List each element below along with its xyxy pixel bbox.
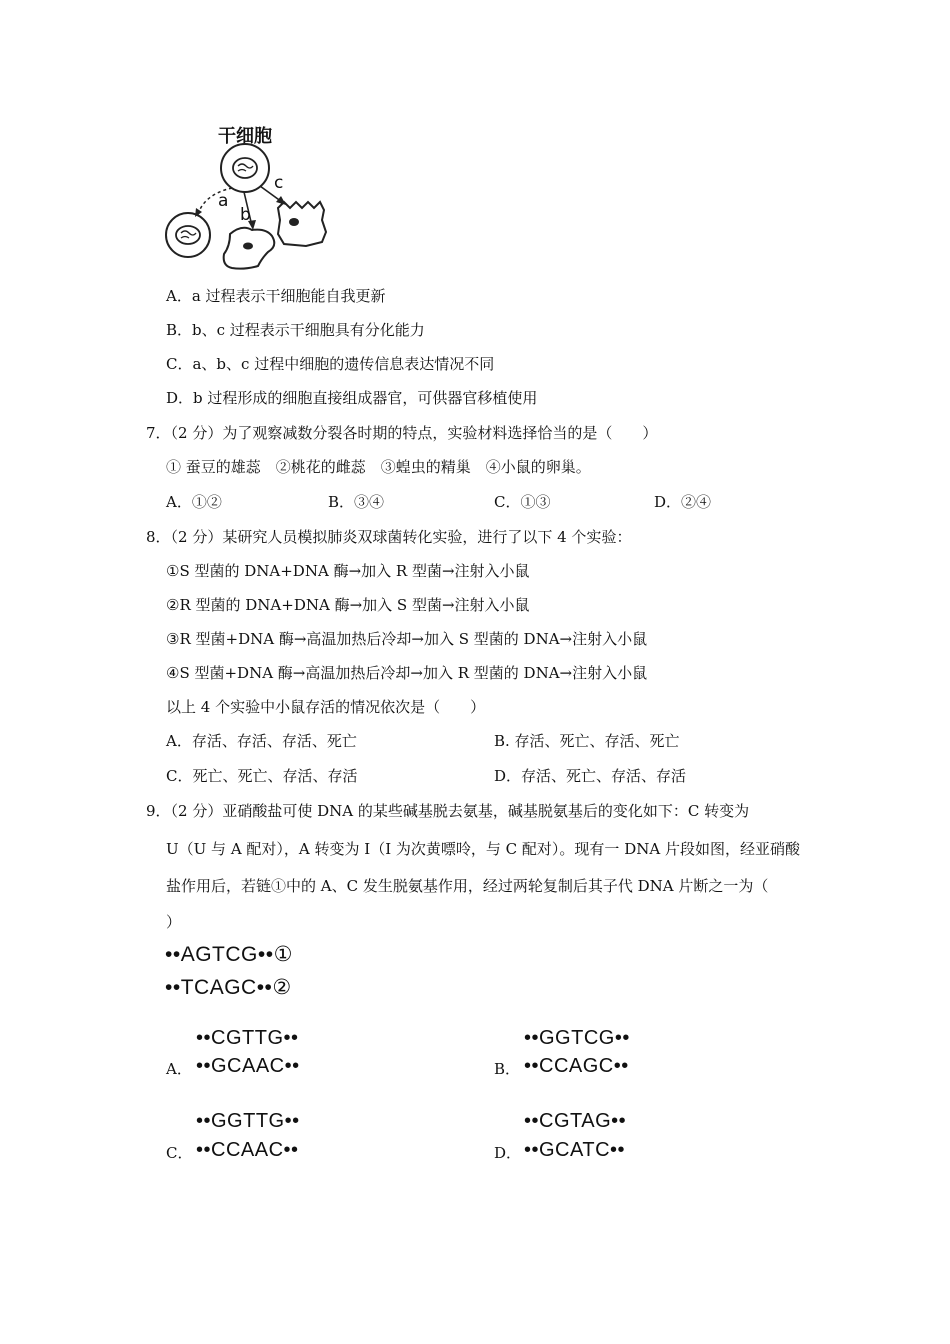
q9-option-b-bottom: ••CCAGC•• (524, 1055, 629, 1077)
q8-experiment-1: ①S 型菌的 DNA+DNA 酶→加入 R 型菌→注射入小鼠 (166, 562, 530, 580)
q8-option-d: D．存活、死亡、存活、存活 (494, 767, 687, 785)
q7-option-c: C．①③ (494, 493, 551, 511)
q9-option-c-letter: C． (166, 1144, 193, 1162)
q7-option-b: B．③④ (328, 493, 385, 511)
q7-materials: ① 蚕豆的雄蕊 ②桃花的雌蕊 ③蝗虫的精巢 ④小鼠的卵巢。 (166, 458, 591, 476)
q7-option-a: A．①② (166, 493, 222, 511)
label-c: c (274, 173, 284, 193)
q6-option-c: C．a、b、c 过程中细胞的遗传信息表达情况不同 (166, 355, 495, 373)
q9-option-d-bottom: ••GCATC•• (524, 1139, 626, 1161)
q9-option-b-top: ••GGTCG•• (524, 1027, 630, 1049)
q9-stem-line-3: 盐作用后，若链①中的 A、C 发生脱氨基作用，经过两轮复制后其子代 DNA 片断之一为（ (166, 877, 769, 895)
q7-stem: 7．（2 分）为了观察减数分裂各时期的特点，实验材料选择恰当的是（ ） (146, 424, 658, 442)
q9-option-a-top: ••CGTTG•• (196, 1027, 299, 1049)
q9-stem-line-4: ） (166, 913, 182, 931)
self-renewed-cell (166, 213, 210, 257)
q9-option-d-letter: D． (494, 1144, 522, 1162)
q6-option-a: A．a 过程表示干细胞能自我更新 (166, 287, 386, 305)
label-b: b (240, 205, 251, 225)
label-a: a (218, 191, 229, 211)
q8-experiment-4: ④S 型菌+DNA 酶→高温加热后冷却→加入 R 型菌的 DNA→注射入小鼠 (166, 664, 648, 682)
q9-option-c-bottom: ••CCAAC•• (196, 1139, 299, 1161)
q9-option-a-bottom: ••GCAAC•• (196, 1055, 300, 1077)
diagram-title: 干细胞 (218, 126, 272, 147)
q8-option-b: B. 存活、死亡、存活、死亡 (494, 732, 680, 750)
q7-option-d: D．②④ (654, 493, 712, 511)
q6-option-d: D．b 过程形成的细胞直接组成器官，可供器官移植使用 (166, 389, 538, 407)
q9-option-d-top: ••CGTAG•• (524, 1110, 627, 1132)
q9-option-c-top: ••GGTTG•• (196, 1110, 300, 1132)
q8-option-a: A．存活、存活、存活、死亡 (166, 732, 357, 750)
q9-option-b-letter: B． (494, 1060, 521, 1078)
q8-option-c: C．死亡、死亡、存活、存活 (166, 767, 358, 785)
q9-stem-line-2: U（U 与 A 配对），A 转变为 I（I 为次黄嘌呤，与 C 配对）。现有一 DNA 片段如图，经亚硝酸 (166, 840, 800, 858)
dna-strand-1: ••AGTCG••① (165, 943, 293, 966)
q9-option-a-letter: A． (166, 1060, 192, 1078)
q6-option-b: B．b、c 过程表示干细胞具有分化能力 (166, 321, 425, 339)
q8-question: 以上 4 个实验中小鼠存活的情况依次是（ ） (166, 698, 486, 716)
stem-cell-diagram (160, 122, 335, 274)
q8-experiment-2: ②R 型菌的 DNA+DNA 酶→加入 S 型菌→注射入小鼠 (166, 596, 530, 614)
q9-stem-line-1: 9．（2 分）亚硝酸盐可使 DNA 的某些碱基脱去氨基，碱基脱氨基后的变化如下：C 转变为 (146, 802, 750, 820)
differentiated-cell-b (224, 228, 275, 269)
q8-stem: 8．（2 分）某研究人员模拟肺炎双球菌转化实验，进行了以下 4 个实验： (146, 528, 632, 546)
q8-experiment-3: ③R 型菌+DNA 酶→高温加热后冷却→加入 S 型菌的 DNA→注射入小鼠 (166, 630, 648, 648)
dna-strand-2: ••TCAGC••② (165, 976, 292, 999)
stem-cell (221, 144, 269, 192)
differentiated-cell-c (278, 202, 326, 246)
